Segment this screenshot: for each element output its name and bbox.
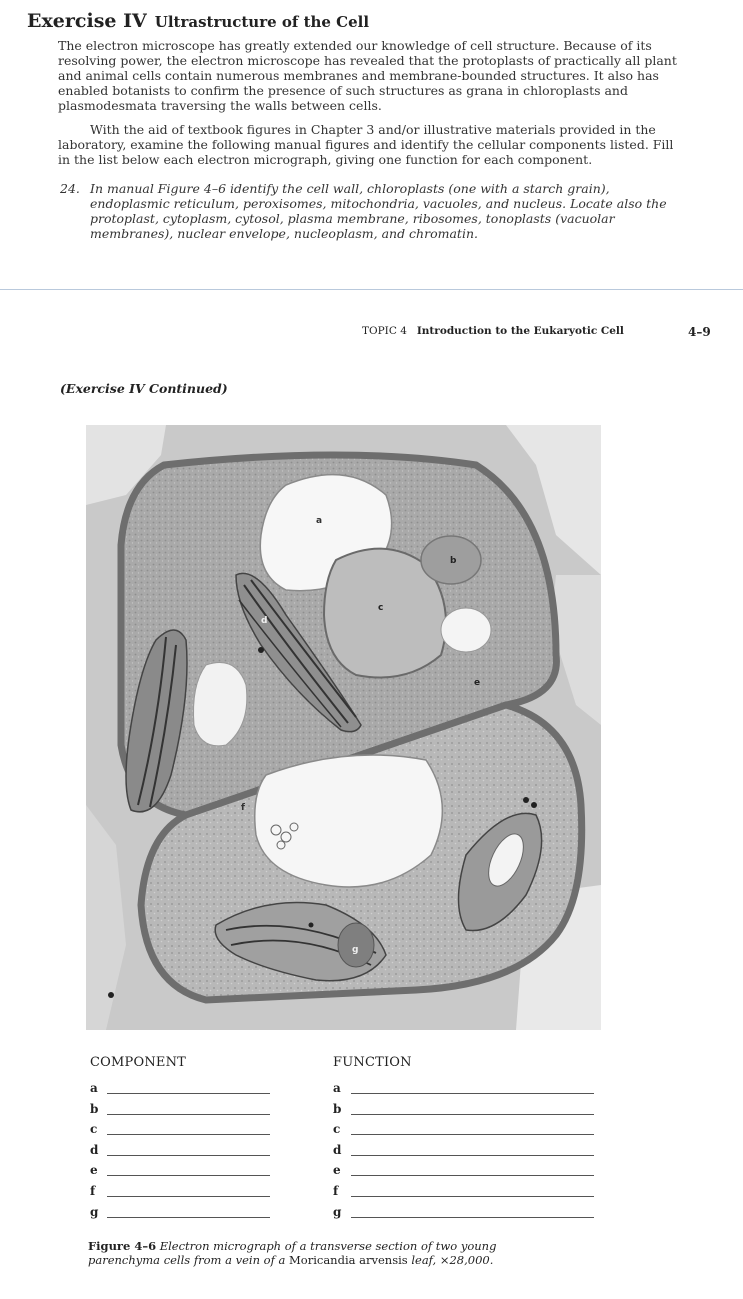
granule [309,923,314,928]
figure-number: Figure 4–6 [88,1239,157,1253]
item-number: 24. [60,181,80,196]
intro-paragraph-2: With the aid of textbook figures in Chapter 3 and/or illustrative materials provided in the laboratory, examine the following manual figures and identify the cellular components listed. Fill in the list below each electron micrograph, giving one function for each component. [58,122,674,167]
component-row-letter: a [90,1081,98,1095]
electron-micrograph [86,425,601,1030]
micrograph-label-e: e [474,678,481,688]
component-blank[interactable] [107,1217,270,1218]
micrograph-label-d: d [261,616,268,626]
function-row-letter: g [333,1205,342,1219]
function-blank[interactable] [351,1175,594,1176]
component-row-letter: f [90,1184,96,1198]
intro-paragraph-1: The electron microscope has greatly extended our knowledge of cell structure. Because of its resolving power, the electron microscope has revealed that the protoplasts of practically all plant and animal cells contain numerous membranes and membrane-bounded structures. It also has enabled botanists to confirm the presence of such structures as grana in chloroplasts and plasmodesmata traversing the walls between cells. [58,38,677,113]
running-head [362,325,624,337]
component-blank[interactable] [107,1196,270,1197]
function-header: FUNCTION [333,1055,412,1070]
micrograph-label-g: g [352,945,359,955]
component-blank[interactable] [107,1175,270,1176]
function-blank[interactable] [351,1155,594,1156]
running-head-title: Introduction to the Eukaryotic Cell [416,325,624,337]
item-text: In manual Figure 4–6 identify the cell wall, chloroplasts (one with a starch grain), endoplasmic reticulum, peroxisomes, mitochondria, vacuoles, and nucleus. Locate also the protoplast, cytoplasm, cytosol, plasma membrane, ribosomes, tonoplasts (vacuolar membranes), nuclear envelope, nucleoplasm, and chromatin. [90,181,667,241]
caption-text-end: leaf, ×28,000. [411,1253,494,1267]
component-row-letter: c [90,1122,98,1136]
component-blank[interactable] [107,1093,270,1094]
component-blank[interactable] [107,1134,270,1135]
running-head-topic: TOPIC 4 [362,325,407,337]
function-row-letter: a [333,1081,341,1095]
vacuole [255,755,443,887]
component-row-letter: g [90,1205,99,1219]
function-row-letter: b [333,1102,342,1116]
micrograph-label-a: a [316,516,323,526]
function-blank[interactable] [351,1217,594,1218]
exercise-heading [27,10,369,32]
component-row-letter: d [90,1143,99,1157]
function-row-letter: d [333,1143,342,1157]
caption-text: Electron micrograph of a transverse section of two young parenchyma cells from a vein of a [88,1239,497,1267]
function-row-letter: f [333,1184,339,1198]
component-row-letter: e [90,1163,98,1177]
micrograph-label-b: b [450,556,457,566]
page-number: 4–9 [688,325,711,339]
function-blank[interactable] [351,1093,594,1094]
granule [523,797,529,803]
granule [258,647,264,653]
function-blank[interactable] [351,1196,594,1197]
small-vacuole [441,608,491,652]
component-header: COMPONENT [90,1055,187,1070]
micrograph-label-c: c [378,603,384,613]
caption-species: Moricandia arvensis [289,1253,408,1267]
exercise-title: Ultrastructure of the Cell [154,13,370,31]
component-blank[interactable] [107,1114,270,1115]
exercise-label: Exercise IV [27,10,147,32]
function-row-letter: c [333,1122,341,1136]
figure-caption [88,1239,508,1267]
function-blank[interactable] [351,1114,594,1115]
micrograph-label-f: f [241,803,245,813]
function-blank[interactable] [351,1134,594,1135]
granule [108,992,114,998]
continued-label: (Exercise IV Continued) [60,381,228,396]
function-row-letter: e [333,1163,341,1177]
component-row-letter: b [90,1102,99,1116]
granule [531,802,537,808]
page-divider [0,289,743,290]
component-blank[interactable] [107,1155,270,1156]
